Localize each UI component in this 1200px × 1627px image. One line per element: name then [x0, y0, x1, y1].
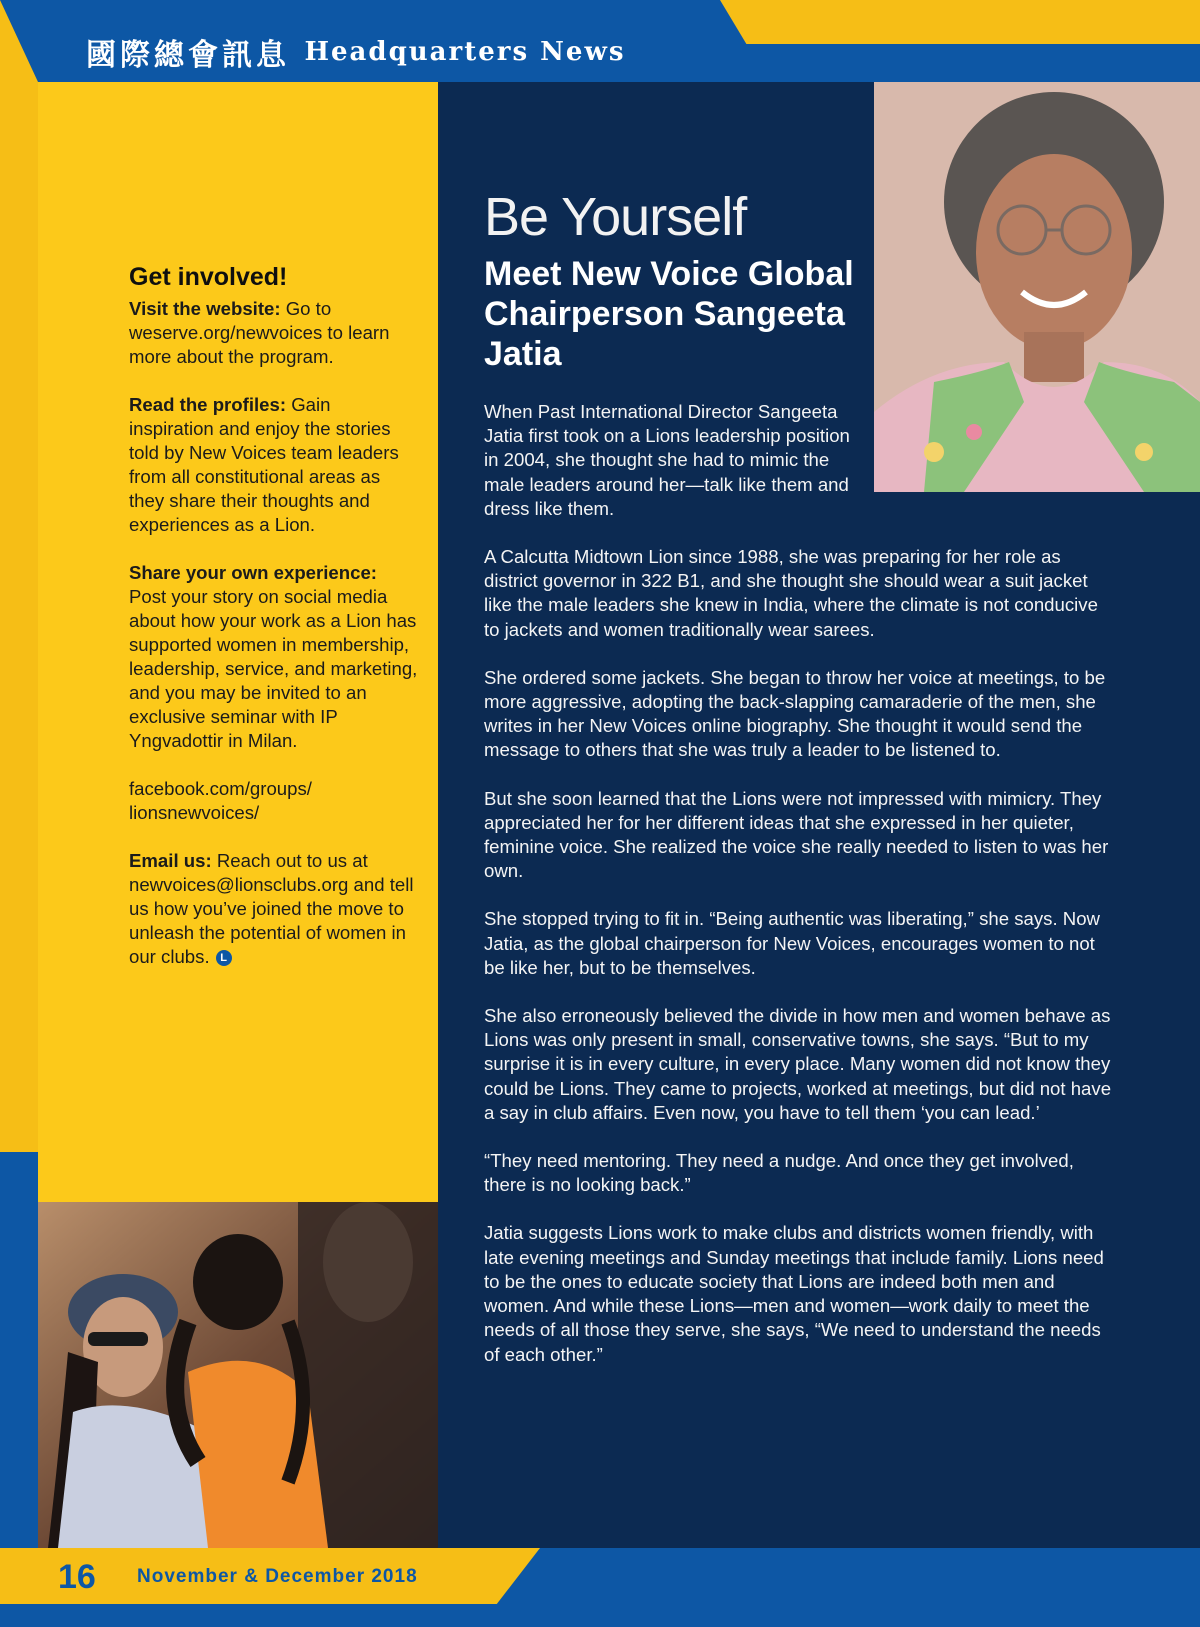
article-paragraph: She ordered some jackets. She began to throw her voice at meetings, to be more aggressive, adopting the back-slapping camaraderie of the men, she writes in her New Voices online biography. She thought it would send the message to others that she was truly a leader to be listened to.	[484, 666, 1106, 761]
article-paragraph: “They need mentoring. They need a nudge. And once they get involved, there is no looking back.”	[484, 1150, 1074, 1196]
sidebar-item-text: Gain inspiration and enjoy the stories told by New Voices team leaders from all constitutional areas as they share their thoughts and experiences as a Lion.	[129, 394, 399, 535]
sidebar-item-share	[129, 561, 419, 753]
sidebar-item-profiles	[129, 393, 419, 537]
article-headline: Meet New Voice Global Chairperson Sangeeta Jatia	[484, 255, 854, 373]
sidebar-item-facebook	[129, 777, 419, 825]
article-kicker: Be Yourself	[484, 187, 747, 247]
article-paragraph: When Past International Director Sangeeta Jatia first took on a Lions leadership position in 2004, she thought she had to mimic the male leaders around her—talk like them and dress like them.	[484, 401, 850, 519]
section-title	[86, 30, 625, 74]
volunteer-photo	[38, 1202, 438, 1548]
sidebar-item-label: Email us:	[129, 850, 212, 871]
facebook-link-text: facebook.com/groups/ lionsnewvoices/	[129, 778, 312, 823]
issue-date: November & December 2018	[137, 1566, 418, 1587]
article-paragraph: A Calcutta Midtown Lion since 1988, she was preparing for her role as district governor in 322 B1, and she thought she should wear a suit jacket like the male leaders she knew in India, where the climate is not conducive to jackets and women traditionally wear sarees.	[484, 546, 1098, 640]
section-title-cjk: 國際總會訊息	[86, 38, 290, 73]
sidebar-item-email	[129, 849, 419, 969]
sidebar-item-label: Share your own experience:	[129, 562, 378, 583]
article-paragraph: Jatia suggests Lions work to make clubs and districts women friendly, with late evening meetings and Sunday meetings that include family. Lions need to be the ones to educate society that Lions are indeed both men and women. And while these Lions—men and women—work daily to meet the needs of all those they serve, she says, “We need to understand the needs of each other.”	[484, 1222, 1104, 1365]
left-margin-gold	[0, 82, 38, 1152]
article-body	[484, 400, 1114, 1367]
volunteer-photo-image	[38, 1202, 438, 1548]
sidebar-item-text: Post your story on social media about how your work as a Lion has supported women in membership, leadership, service, and marketing, and you may be invited to an exclusive seminar with IP Yngvadottir in Milan.	[129, 586, 418, 751]
article	[484, 188, 1114, 1391]
sidebar-item-text: Reach out to us at newvoices@lionsclubs.org and tell us how you’ve joined the move to unleash the potential of women in our clubs.	[129, 850, 414, 967]
get-involved-heading: Get involved!	[129, 263, 288, 291]
section-title-en: Headquarters News	[304, 37, 626, 67]
sidebar-item-website	[129, 297, 419, 369]
page-number: 16	[58, 1558, 96, 1596]
sidebar-item-label: Read the profiles:	[129, 394, 287, 415]
lions-end-mark-icon: L	[216, 950, 232, 966]
header-gold-accent	[720, 0, 1200, 44]
article-paragraph: But she soon learned that the Lions were not impressed with mimicry. They appreciated her for her different ideas that she expressed in her quieter, feminine voice. She realized the voice she really needed to listen to was her own.	[484, 787, 1109, 882]
article-paragraph: She stopped trying to fit in. “Being authentic was liberating,” she says. Now Jatia, as the global chairperson for New Voices, encourages women to not be like her, but to be themselves.	[484, 908, 1100, 978]
get-involved-box	[129, 265, 419, 993]
sidebar-item-text: Go to weserve.org/newvoices to learn more about the program.	[129, 298, 390, 367]
sidebar-item-label: Visit the website:	[129, 298, 281, 319]
left-margin-blue	[0, 1152, 38, 1548]
article-paragraph: She also erroneously believed the divide in how men and women behave as Lions was only present in small, conservative towns, she says. “But to my surprise it is in every culture, in every place. Many women did not know they could be Lions. They came to projects, worked at meetings, but did not have a say in club affairs. Even now, you have to tell them ‘you can lead.’	[484, 1005, 1112, 1123]
